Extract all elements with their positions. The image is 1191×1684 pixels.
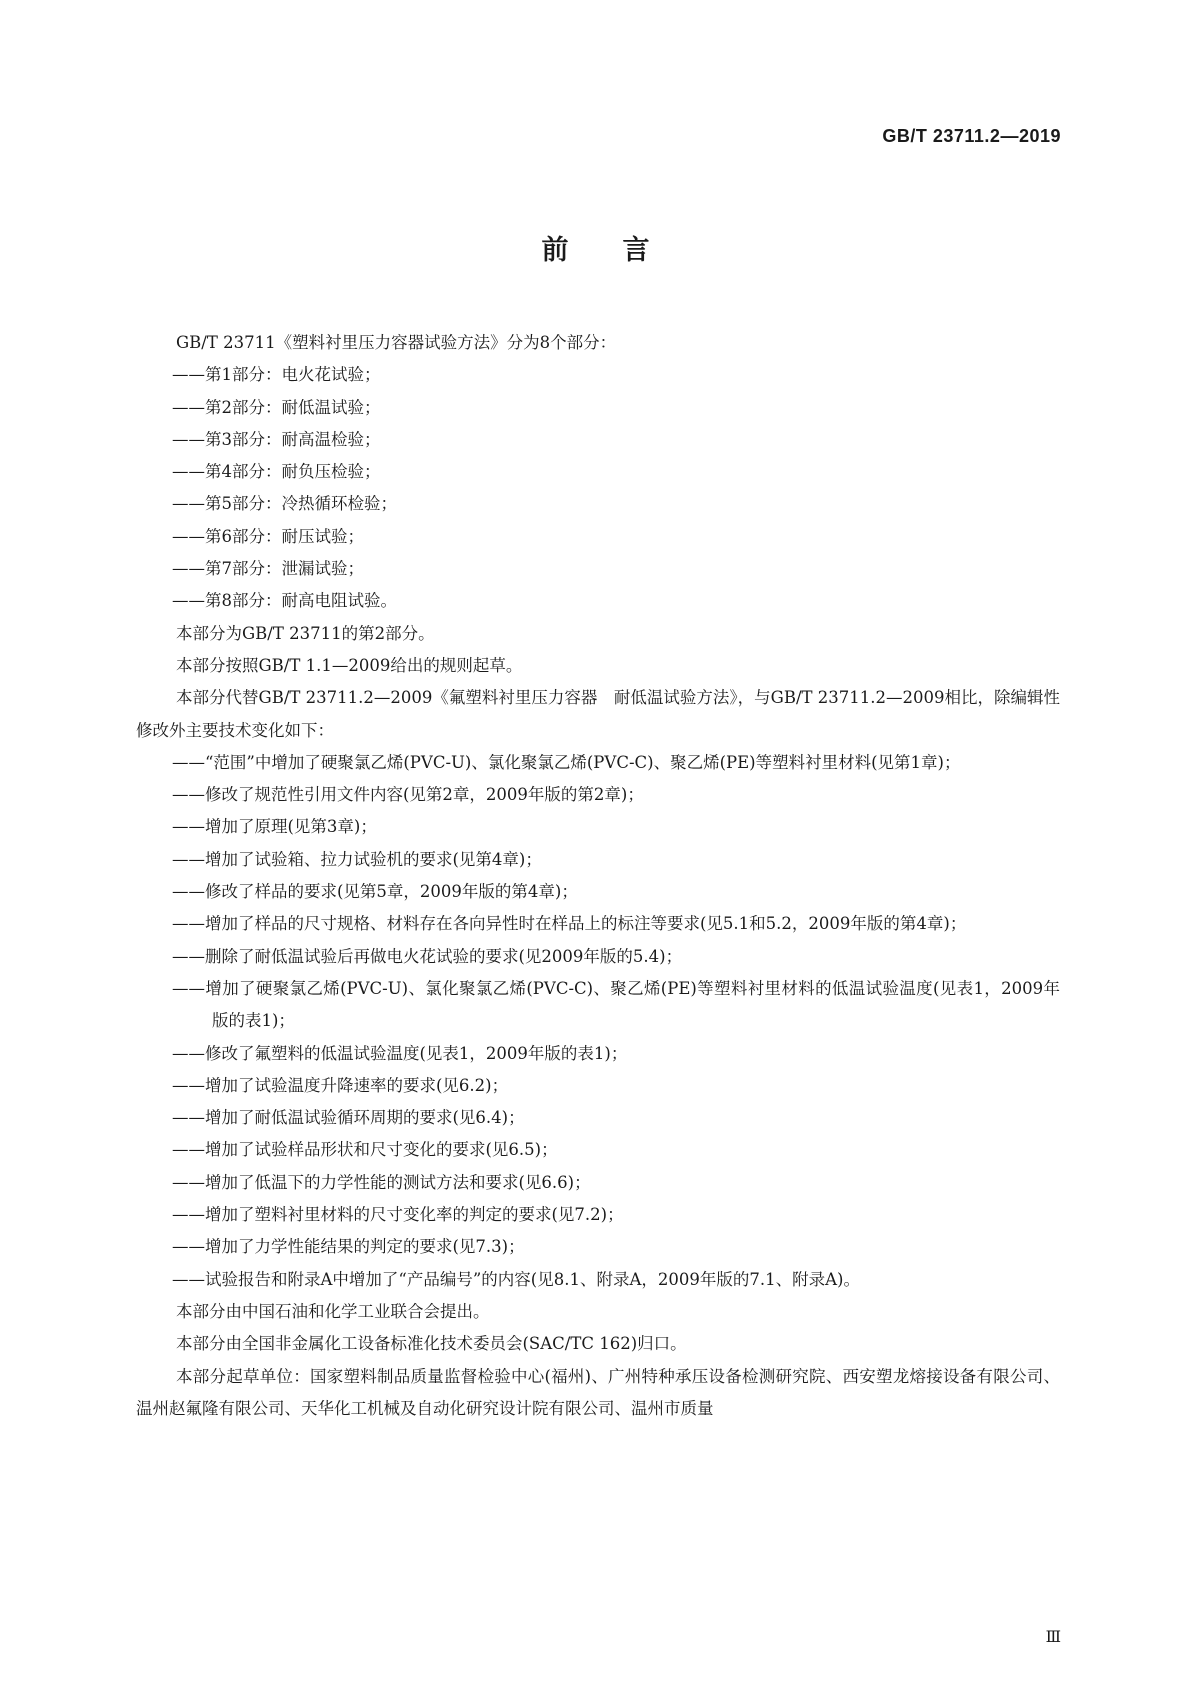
part-of-paragraph: 本部分为GB/T 23711的第2部分。 [176, 623, 435, 643]
list-item: ——第7部分：泄漏试验； [172, 559, 364, 579]
parts-list [136, 359, 1060, 617]
intro-paragraph: GB/T 23711《塑料衬里压力容器试验方法》分为8个部分： [176, 333, 617, 352]
list-item: ——“范围”中增加了硬聚氯乙烯(PVC-U)、氯化聚氯乙烯(PVC-C)、聚乙烯(PE)等塑料衬里材料(见第1章)； [172, 752, 961, 772]
list-item: ——删除了耐低温试验后再做电火花试验的要求(见2009年版的5.4)； [172, 946, 683, 966]
list-item: ——增加了塑料衬里材料的尺寸变化率的判定的要求(见7.2)； [172, 1205, 624, 1225]
list-item: ——修改了规范性引用文件内容(见第2章，2009年版的第2章)； [172, 785, 644, 805]
list-item: ——增加了试验样品形状和尺寸变化的要求(见6.5)； [172, 1140, 558, 1160]
title-char-1: 前 [541, 235, 569, 266]
page-number: Ⅲ [1045, 1627, 1061, 1646]
list-item: ——增加了低温下的力学性能的测试方法和要求(见6.6)； [172, 1172, 591, 1192]
list-item: ——增加了硬聚氯乙烯(PVC-U)、氯化聚氯乙烯(PVC-C)、聚乙烯(PE)等塑料衬里材料的低温试验温度(见表1，2009年版的表1)； [172, 978, 1060, 1031]
standard-id: GB/T 23711.2—2019 [882, 126, 1061, 146]
proposed-paragraph: 本部分由中国石油和化学工业联合会提出。 [176, 1301, 490, 1321]
list-item: ——增加了试验温度升降速率的要求(见6.2)； [172, 1075, 509, 1095]
page-title [0, 228, 1191, 267]
foreword-body [136, 327, 1060, 1425]
title-char-2: 言 [622, 235, 650, 266]
list-item: ——增加了试验箱、拉力试验机的要求(见第4章)； [172, 849, 542, 869]
list-item: ——增加了样品的尺寸规格、材料存在各向异性时在样品上的标注等要求(见5.1和5.2，2009年版的第4章)； [172, 914, 967, 934]
list-item: ——第1部分：电火花试验； [172, 365, 381, 385]
list-item: ——增加了耐低温试验循环周期的要求(见6.4)； [172, 1108, 525, 1128]
list-item: ——第2部分：耐低温试验； [172, 397, 381, 417]
list-item: ——第4部分：耐负压检验； [172, 462, 381, 482]
rules-paragraph: 本部分按照GB/T 1.1—2009给出的规则起草。 [176, 655, 523, 675]
list-item: ——第3部分：耐高温检验； [172, 429, 381, 449]
managed-paragraph: 本部分由全国非金属化工设备标准化技术委员会(SAC/TC 162)归口。 [176, 1334, 687, 1354]
replace-paragraph: 本部分代替GB/T 23711.2—2009《氟塑料衬里压力容器 耐低温试验方法》，与GB/T 23711.2—2009相比，除编辑性修改外主要技术变化如下： [136, 688, 1060, 740]
changes-list [136, 747, 1060, 1296]
list-item: ——第5部分：冷热循环检验； [172, 494, 397, 514]
list-item: ——修改了氟塑料的低温试验温度(见表1，2009年版的表1)； [172, 1043, 628, 1063]
drafters-paragraph: 本部分起草单位：国家塑料制品质量监督检验中心(福州)、广州特种承压设备检测研究院、西安塑龙熔接设备有限公司、温州赵氟隆有限公司、天华化工机械及自动化研究设计院有限公司、温州市质量 [136, 1366, 1060, 1418]
list-item: ——试验报告和附录A中增加了“产品编号”的内容(见8.1、附录A，2009年版的7.1、附录A)。 [172, 1269, 860, 1289]
list-item: ——增加了原理(见第3章)； [172, 817, 377, 837]
list-item: ——增加了力学性能结果的判定的要求(见7.3)； [172, 1237, 525, 1257]
list-item: ——第8部分：耐高电阻试验。 [172, 591, 397, 611]
list-item: ——修改了样品的要求(见第5章，2009年版的第4章)； [172, 882, 578, 902]
list-item: ——第6部分：耐压试验； [172, 526, 364, 546]
